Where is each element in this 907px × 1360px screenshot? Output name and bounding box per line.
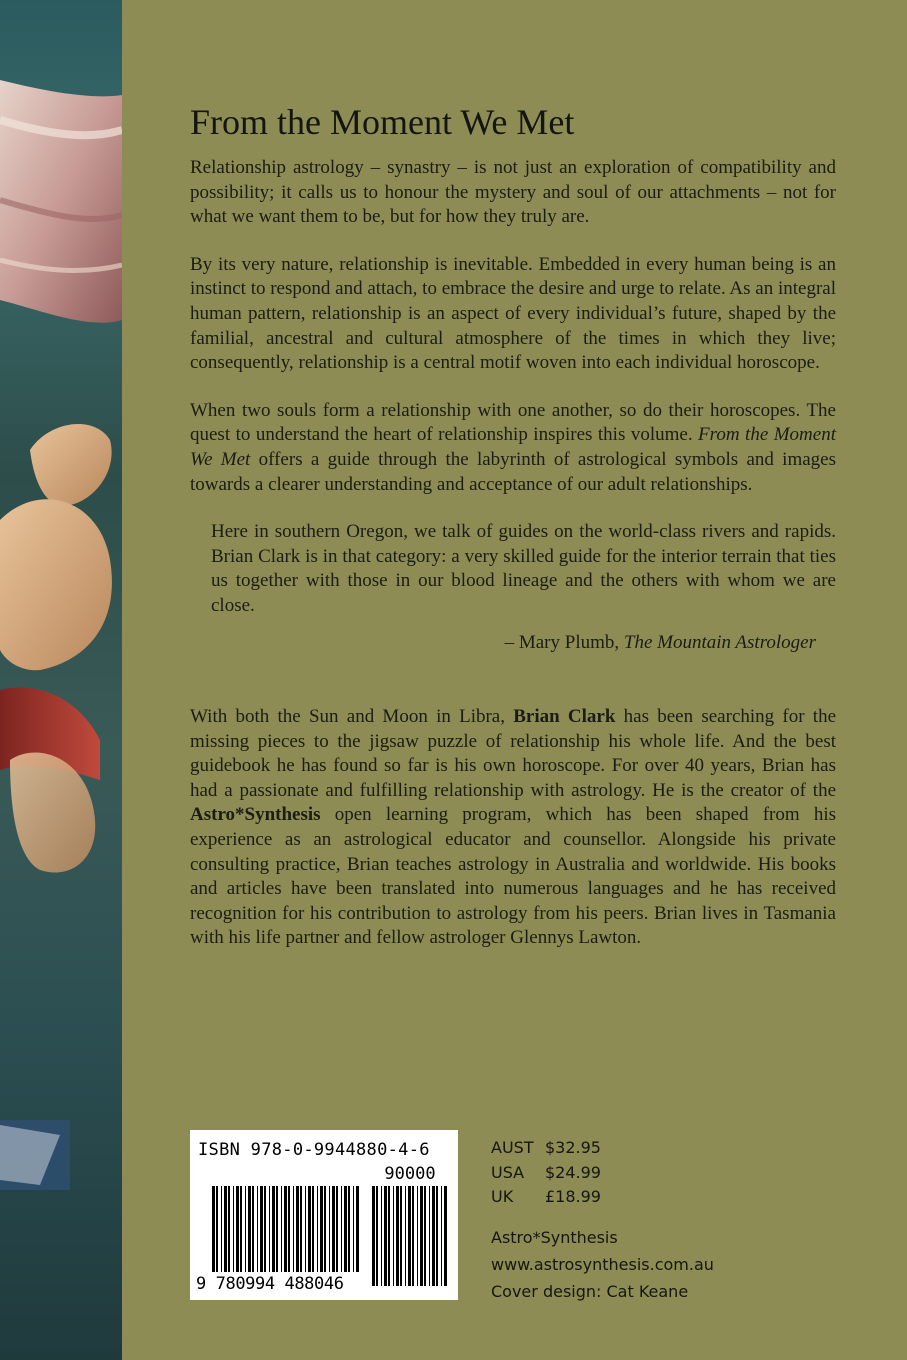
barcode-addon-number: 90000 [384, 1164, 436, 1184]
cover-design-credit: Cover design: Cat Keane [491, 1282, 689, 1301]
barcode-bar [412, 1186, 414, 1286]
barcode-bar [320, 1186, 323, 1272]
publisher-name: Astro*Synthesis [491, 1228, 618, 1247]
barcode-bar [417, 1186, 418, 1286]
barcode-bar [348, 1186, 350, 1272]
publisher-website: www.astrosynthesis.com.au [491, 1255, 714, 1274]
painting-detail [0, 0, 122, 1360]
barcode-bar [388, 1186, 390, 1286]
barcode-bar [288, 1186, 290, 1272]
quote-author: – Mary Plumb, [504, 631, 624, 653]
barcode-bar [233, 1186, 234, 1272]
barcode-bar [300, 1186, 302, 1272]
barcode-bar [324, 1186, 326, 1272]
ean-digits: 9 780994 488046 [196, 1274, 344, 1294]
volume-text-start: When two souls form a relationship with one another, so do their horoscopes. The quest to understand the heart of relationship inspires this volume. [190, 399, 836, 446]
barcode-bar [284, 1186, 287, 1272]
isbn-barcode [190, 1130, 458, 1300]
barcode-bar [344, 1186, 347, 1272]
barcode-bar [305, 1186, 306, 1272]
barcode-bar [221, 1186, 222, 1272]
price-value: £18.99 [545, 1187, 601, 1206]
barcode-bar [240, 1186, 242, 1272]
cover-art-strip [0, 0, 122, 1360]
barcode-bar [269, 1186, 270, 1272]
barcode-bar [396, 1186, 399, 1286]
price-value: $24.99 [545, 1162, 601, 1182]
barcode-bar [293, 1186, 294, 1272]
author-bio [190, 705, 836, 951]
barcode-bar [400, 1186, 402, 1286]
publisher-info [491, 1224, 714, 1305]
isbn-number: ISBN 978-0-9944880-4-6 [198, 1140, 430, 1160]
barcode-bar [336, 1186, 338, 1272]
barcode-bar [276, 1186, 278, 1272]
barcode-bar [312, 1186, 314, 1272]
barcode-bar [381, 1186, 382, 1286]
barcode-bar [224, 1186, 227, 1272]
barcode-bar [384, 1186, 387, 1286]
addon-bars [372, 1186, 450, 1286]
price-row-aust [491, 1136, 601, 1161]
barcode-bar [444, 1186, 447, 1286]
barcode-bar [329, 1186, 330, 1272]
price-region: AUST [491, 1138, 534, 1157]
barcode-bar [264, 1186, 266, 1272]
price-region: USA [491, 1162, 525, 1182]
barcode-bar [353, 1186, 354, 1272]
barcode-bar [260, 1186, 263, 1272]
bio-part-2: has been searching for the missing pieces to the jigsaw puzzle of relationship his whole life. And the best guidebook he has found so far is his own horoscope. For over 40 years, Brian has had a passionate and fulfilling relationship with astrology. He is the creator of the [190, 706, 837, 801]
price-value: $32.95 [545, 1138, 601, 1157]
volume-paragraph [190, 399, 836, 497]
barcode-bar [420, 1186, 423, 1286]
barcode-bar [216, 1186, 218, 1272]
review-quote [211, 520, 836, 655]
nature-paragraph: By its very nature, relationship is inevitable. Embedded in every human being is an instinct to respond and attach, to embrace the desire and urge to relate. As an integral human pattern, relationship is an aspect of every individual’s future, shaped by the familial, ancestral and cultural atmosphere of the times in which they live; consequently, relationship is a central motif woven into each individual horoscope. [190, 253, 836, 374]
price-region: UK [491, 1187, 514, 1206]
bio-part-3: open learning program, which has been shaped from his experience as an astrological educator and counsellor. Alongside his private consulting practice, Brian teaches astrology in Australia and worldwide. His books and articles have been translated into numerous languages and he has received recognition for his contribution to astrology from his peers. Brian lives in Tasmania with his life partner and fellow astrologer Glennys Lawton. [190, 804, 836, 949]
program-name: Astro*Synthesis [190, 804, 321, 826]
barcode-bar [376, 1186, 378, 1286]
barcode-bar [248, 1186, 251, 1272]
barcode-bar [332, 1186, 335, 1272]
barcode-bar [441, 1186, 442, 1286]
barcode-bar [252, 1186, 254, 1272]
quote-attribution [211, 631, 816, 656]
barcode-bar [296, 1186, 299, 1272]
barcode-bar [405, 1186, 406, 1286]
barcode-bar [432, 1186, 435, 1286]
quote-text: Here in southern Oregon, we talk of guides on the world-class rivers and rapids. Brian Clark is in that category: a very skilled guide for the interior terrain that ties us together with those in our blood lineage and the others with whom we are close. [211, 521, 836, 616]
quote-source: The Mountain Astrologer [623, 631, 816, 653]
back-cover-text [190, 100, 836, 974]
price-list [491, 1136, 601, 1210]
barcode-bar [429, 1186, 430, 1286]
barcode-bar [272, 1186, 275, 1272]
volume-text-end: offers a guide through the labyrinth of astrological symbols and images towards a clearer understanding and acceptance of our adult relationships. [190, 448, 836, 495]
author-name: Brian Clark [513, 706, 616, 728]
barcode-bar [356, 1186, 359, 1272]
barcode-bar [308, 1186, 311, 1272]
barcode-bar [212, 1186, 215, 1272]
barcode-bar [281, 1186, 282, 1272]
barcode-bar [424, 1186, 426, 1286]
barcode-bar [245, 1186, 246, 1272]
barcode-bar [317, 1186, 318, 1272]
price-row-uk [491, 1185, 601, 1210]
barcode-bar [372, 1186, 375, 1286]
ean-bars [212, 1186, 362, 1272]
bio-part-1: With both the Sun and Moon in Libra, [190, 706, 514, 728]
book-title: From the Moment We Met [190, 102, 575, 142]
barcode-bar [228, 1186, 230, 1272]
barcode-bar [393, 1186, 394, 1286]
volume-title-italic: From the Moment We Met [190, 424, 836, 470]
barcode-bar [236, 1186, 239, 1272]
barcode-bar [408, 1186, 411, 1286]
intro-paragraph: Relationship astrology – synastry – is not just an exploration of compatibility and possibility; it calls us to honour the mystery and soul of our attachments – not for what we want them to be, but for how they truly are. [190, 157, 836, 228]
barcode-bar [257, 1186, 258, 1272]
barcode-bar [436, 1186, 438, 1286]
price-row-usa [491, 1161, 601, 1186]
barcode-bar [341, 1186, 342, 1272]
